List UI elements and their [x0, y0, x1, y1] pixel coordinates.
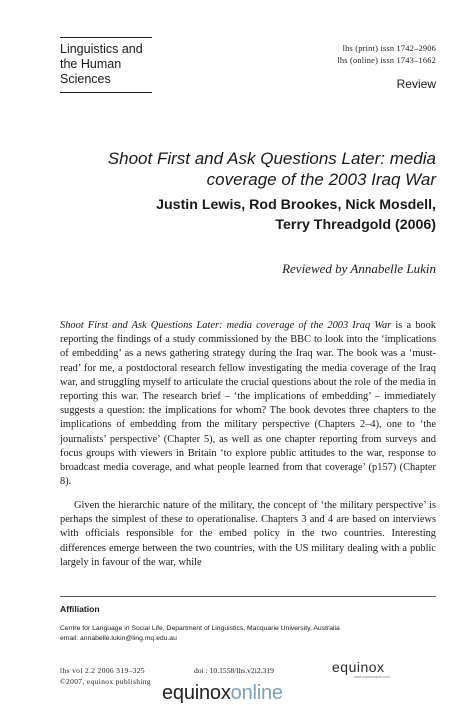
article-authors — [56, 195, 436, 235]
paragraph-text: Given the hierarchic nature of the military, the concept of ‘the military perspective’ is perhaps the simplest of these to operationalise. Chapters 3 and 4 are based on interviews with officials responsible for the embed policy in the two countries. Interesting differences emerge between the two countries, with the US military dealing with a public largely in favour of the war, while — [60, 500, 436, 568]
doi[interactable]: doi : 10.1558/lhs.v2i2.319 — [194, 666, 274, 675]
equinox-online-logo-b: online — [230, 682, 283, 704]
journal-bottom-rule — [60, 92, 152, 93]
section-label: Review — [396, 77, 436, 91]
body-paragraph — [60, 499, 436, 570]
affiliation-block — [60, 624, 340, 644]
title-line: coverage of the 2003 Iraq War — [206, 170, 436, 189]
affiliation-rule — [60, 596, 436, 597]
journal-name — [60, 42, 190, 87]
volume-block — [60, 666, 151, 687]
journal-name-line: the Human — [60, 57, 122, 71]
authors-line: Terry Threadgold (2006) — [275, 217, 436, 233]
volume-info: lhs vol 2.2 2006 319–325 — [60, 666, 145, 675]
book-title-inline: Shoot First and Ask Questions Later: media coverage of the 2003 Iraq War — [60, 320, 392, 331]
journal-name-line: Linguistics and — [60, 42, 143, 56]
journal-name-line: Sciences — [60, 72, 111, 86]
title-line: Shoot First and Ask Questions Later: media — [107, 149, 436, 168]
equinox-logo — [332, 659, 436, 677]
equinox-online-logo-a: equinox — [162, 682, 231, 704]
equinox-logo-url: www.equinoxpub.com — [354, 675, 390, 679]
equinox-logo-word: equinox — [332, 659, 385, 675]
body-paragraph — [60, 319, 436, 489]
journal-top-rule — [60, 37, 152, 38]
affiliation-email[interactable]: email: annabelle.lukin@ling.mq.edu.au — [60, 635, 177, 642]
article-title — [36, 148, 436, 190]
issn-online: lhs (online) issn 1743–1662 — [337, 56, 436, 65]
issn-block — [337, 43, 436, 67]
equinox-online-logo — [162, 681, 283, 705]
paragraph-text: is a book reporting the findings of a study commissioned by the BBC to look into the ‘implications of embedding’ as a news gathering strategy during the Iraq war. The book was a ‘must-read’ for me, a postdoctoral research fellow investigating the media coverage of the Iraq war, and struggling myself to articulate the crucial questions about the role of the media in reporting this war. The research brief – ‘the implications of embedding’ – immediately suggests a question: the implications for whom? The book devotes three chapters to the implications of embedding from the military perspective (Chapters 2–4), one to ‘the journalists’ perspective’ (Chapter 5), as well as one chapter reporting from surveys and focus groups with viewers in Britain ‘to explore public attitudes to the war, response to broadcast media coverage, and what people learned from that coverage’ (p157) (Chapter 8). — [60, 320, 436, 488]
affiliation-heading: Affiliation — [60, 604, 100, 614]
affiliation-text: Centre for Language in Social Life, Department of Linguistics, Macquarie University, Australia — [60, 625, 340, 632]
issn-print: lhs (print) issn 1742–2906 — [342, 44, 436, 53]
copyright: ©2007, equinox publishing — [60, 676, 151, 686]
reviewer-byline: Reviewed by Annabelle Lukin — [282, 261, 436, 276]
authors-line: Justin Lewis, Rod Brookes, Nick Mosdell, — [156, 197, 436, 213]
